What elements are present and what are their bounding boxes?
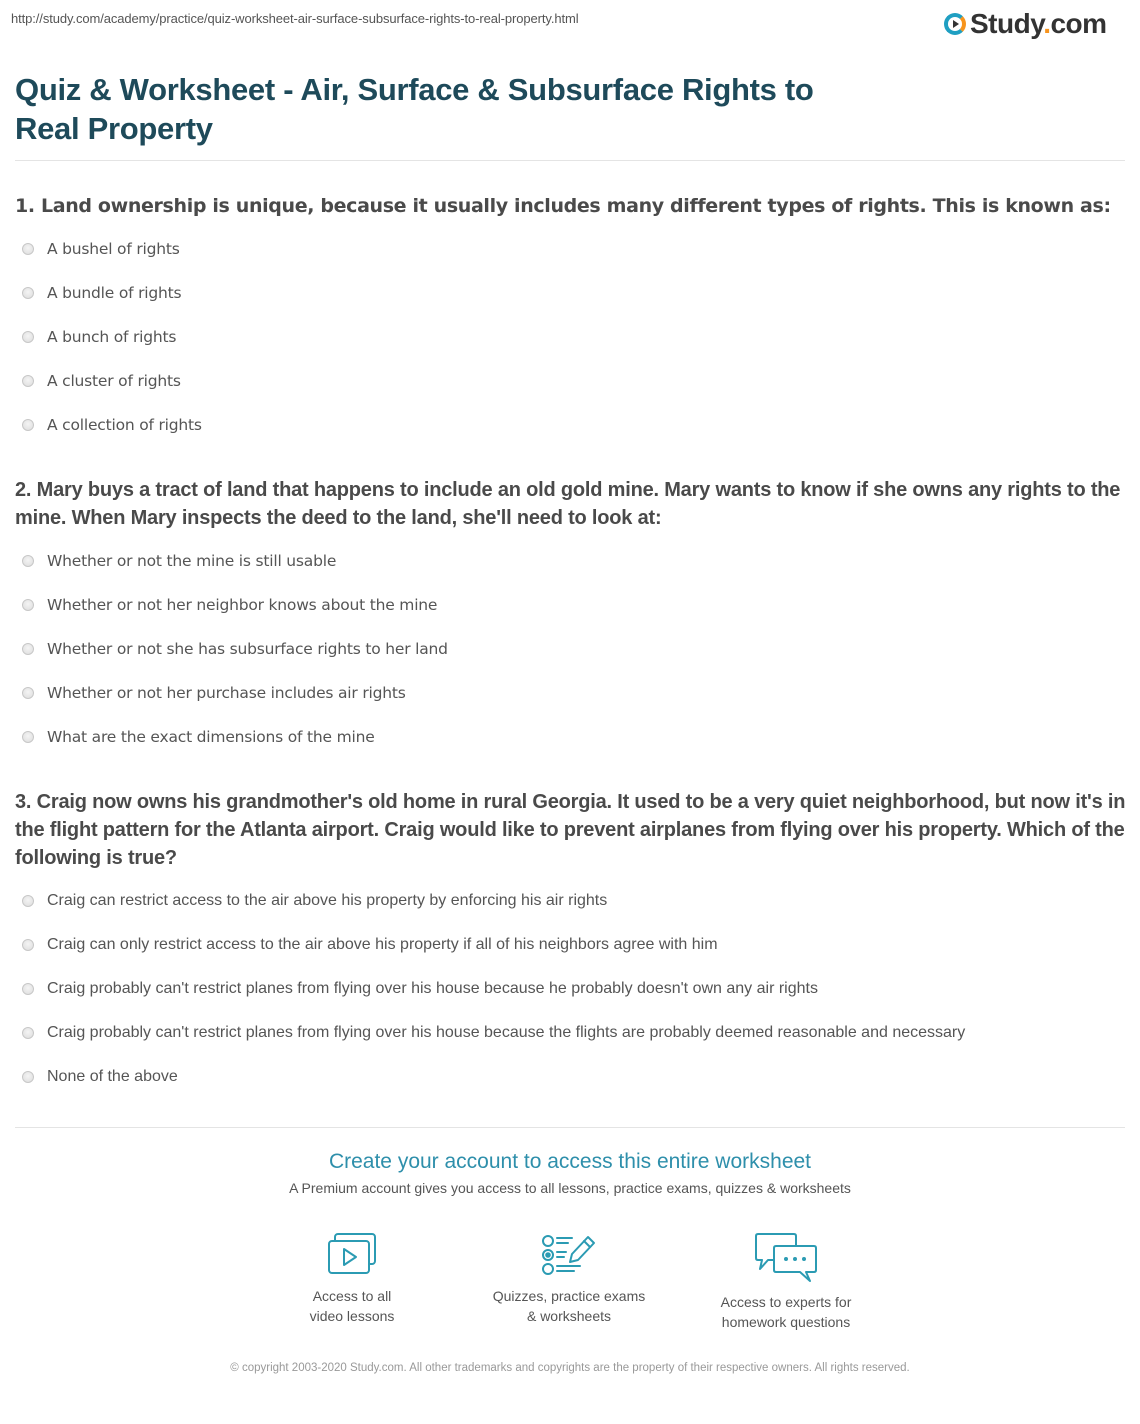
answer-label: Craig can only restrict access to the air above his property if all of his neighbors agree with him — [47, 936, 718, 953]
feature-label-line1: Quizzes, practice exams — [492, 1288, 646, 1304]
answer-option[interactable] — [22, 539, 448, 583]
answer-label: Craig probably can't restrict planes from flying over his house because he probably doesn't own any air rights — [47, 980, 818, 997]
answer-option[interactable] — [22, 315, 202, 359]
radio-button[interactable] — [22, 287, 34, 299]
answer-option[interactable] — [22, 671, 448, 715]
feature-label-line1: Access to all — [312, 1288, 392, 1304]
create-account-link[interactable]: Create your account to access this entire worksheet — [328, 1150, 812, 1173]
study-logo[interactable] — [944, 8, 1107, 40]
title-divider — [15, 160, 1125, 161]
answer-option[interactable] — [22, 879, 965, 923]
answer-option[interactable] — [22, 583, 448, 627]
answer-label: A cluster of rights — [47, 372, 181, 390]
logo-text-tld: com — [1050, 8, 1107, 39]
radio-button[interactable] — [22, 419, 34, 431]
answer-option[interactable] — [22, 1055, 965, 1099]
radio-button[interactable] — [22, 243, 34, 255]
radio-button[interactable] — [22, 983, 34, 995]
answer-option[interactable] — [22, 1011, 965, 1055]
cta-subtitle: A Premium account gives you access to all lessons, practice exams, quizzes & worksheets — [289, 1180, 851, 1196]
radio-button[interactable] — [22, 687, 34, 699]
feature-label-line2: & worksheets — [526, 1308, 612, 1324]
answer-label: A collection of rights — [47, 416, 202, 434]
answer-option[interactable] — [22, 271, 202, 315]
answer-label: Whether or not her purchase includes air rights — [47, 684, 406, 702]
logo-text-main: Study — [970, 8, 1044, 39]
question-3-text: 3. Craig now owns his grandmother's old home in rural Georgia. It used to be a very quiet neighborhood, but now it's in the flight pattern for the Atlanta airport. Craig would like to prevent airplanes from flying over his property. Which of the following is true? — [15, 791, 1126, 869]
feature-label-line1: Access to experts for — [720, 1294, 852, 1310]
radio-button[interactable] — [22, 375, 34, 387]
answer-label: Whether or not the mine is still usable — [47, 552, 337, 570]
answer-label: A bunch of rights — [47, 328, 177, 346]
question-3-options — [22, 879, 965, 1099]
radio-button[interactable] — [22, 731, 34, 743]
answer-option[interactable] — [22, 923, 965, 967]
chat-bubbles-icon — [754, 1232, 818, 1282]
radio-button[interactable] — [22, 331, 34, 343]
radio-button[interactable] — [22, 1027, 34, 1039]
radio-button[interactable] — [22, 643, 34, 655]
radio-button[interactable] — [22, 1071, 34, 1083]
page-title: Quiz & Worksheet - Air, Surface & Subsurface Rights to Real Property — [15, 72, 814, 146]
question-2-text: 2. Mary buys a tract of land that happens to include an old gold mine. Mary wants to know if she owns any rights to the mine. When Mary inspects the deed to the land, she'll need to look at: — [15, 479, 1121, 529]
answer-label: What are the exact dimensions of the mine — [47, 728, 375, 746]
answer-option[interactable] — [22, 715, 448, 759]
quiz-checklist-icon — [540, 1232, 598, 1276]
answer-option[interactable] — [22, 403, 202, 447]
answer-label: Craig can restrict access to the air above his property by enforcing his air rights — [47, 892, 608, 909]
cta-divider — [15, 1127, 1125, 1128]
feature-label-line2: video lessons — [309, 1308, 395, 1324]
copyright-notice: © copyright 2003-2020 Study.com. All other trademarks and copyrights are the property of their respective owners. All rights reserved. — [230, 1362, 910, 1374]
question-2-options — [22, 539, 448, 759]
answer-label: Craig probably can't restrict planes from flying over his house because the flights are probably deemed reasonable and necessary — [47, 1024, 966, 1041]
logo-text — [970, 8, 1107, 40]
feature-label-line2: homework questions — [721, 1314, 851, 1330]
radio-button[interactable] — [22, 939, 34, 951]
radio-button[interactable] — [22, 895, 34, 907]
answer-option[interactable] — [22, 359, 202, 403]
answer-option[interactable] — [22, 627, 448, 671]
question-1-text: 1. Land ownership is unique, because it usually includes many different types of rights. This is known as: — [15, 195, 1111, 217]
video-lessons-icon — [326, 1232, 378, 1276]
answer-label: None of the above — [47, 1068, 178, 1085]
answer-label: A bundle of rights — [47, 284, 182, 302]
answer-label: Whether or not her neighbor knows about the mine — [47, 596, 438, 614]
radio-button[interactable] — [22, 555, 34, 567]
feature-experts — [686, 1232, 886, 1332]
answer-label: A bushel of rights — [47, 240, 180, 258]
feature-quizzes — [469, 1232, 669, 1326]
answer-label: Whether or not she has subsurface rights to her land — [47, 640, 448, 658]
page-url: http://study.com/academy/practice/quiz-worksheet-air-surface-subsurface-rights-to-real-property.html — [11, 11, 579, 26]
answer-option[interactable] — [22, 227, 202, 271]
radio-button[interactable] — [22, 599, 34, 611]
question-1-options — [22, 227, 202, 447]
study-play-logo-icon — [944, 13, 966, 35]
feature-video-lessons — [252, 1232, 452, 1326]
logo-text-dot: . — [1043, 8, 1051, 39]
answer-option[interactable] — [22, 967, 965, 1011]
